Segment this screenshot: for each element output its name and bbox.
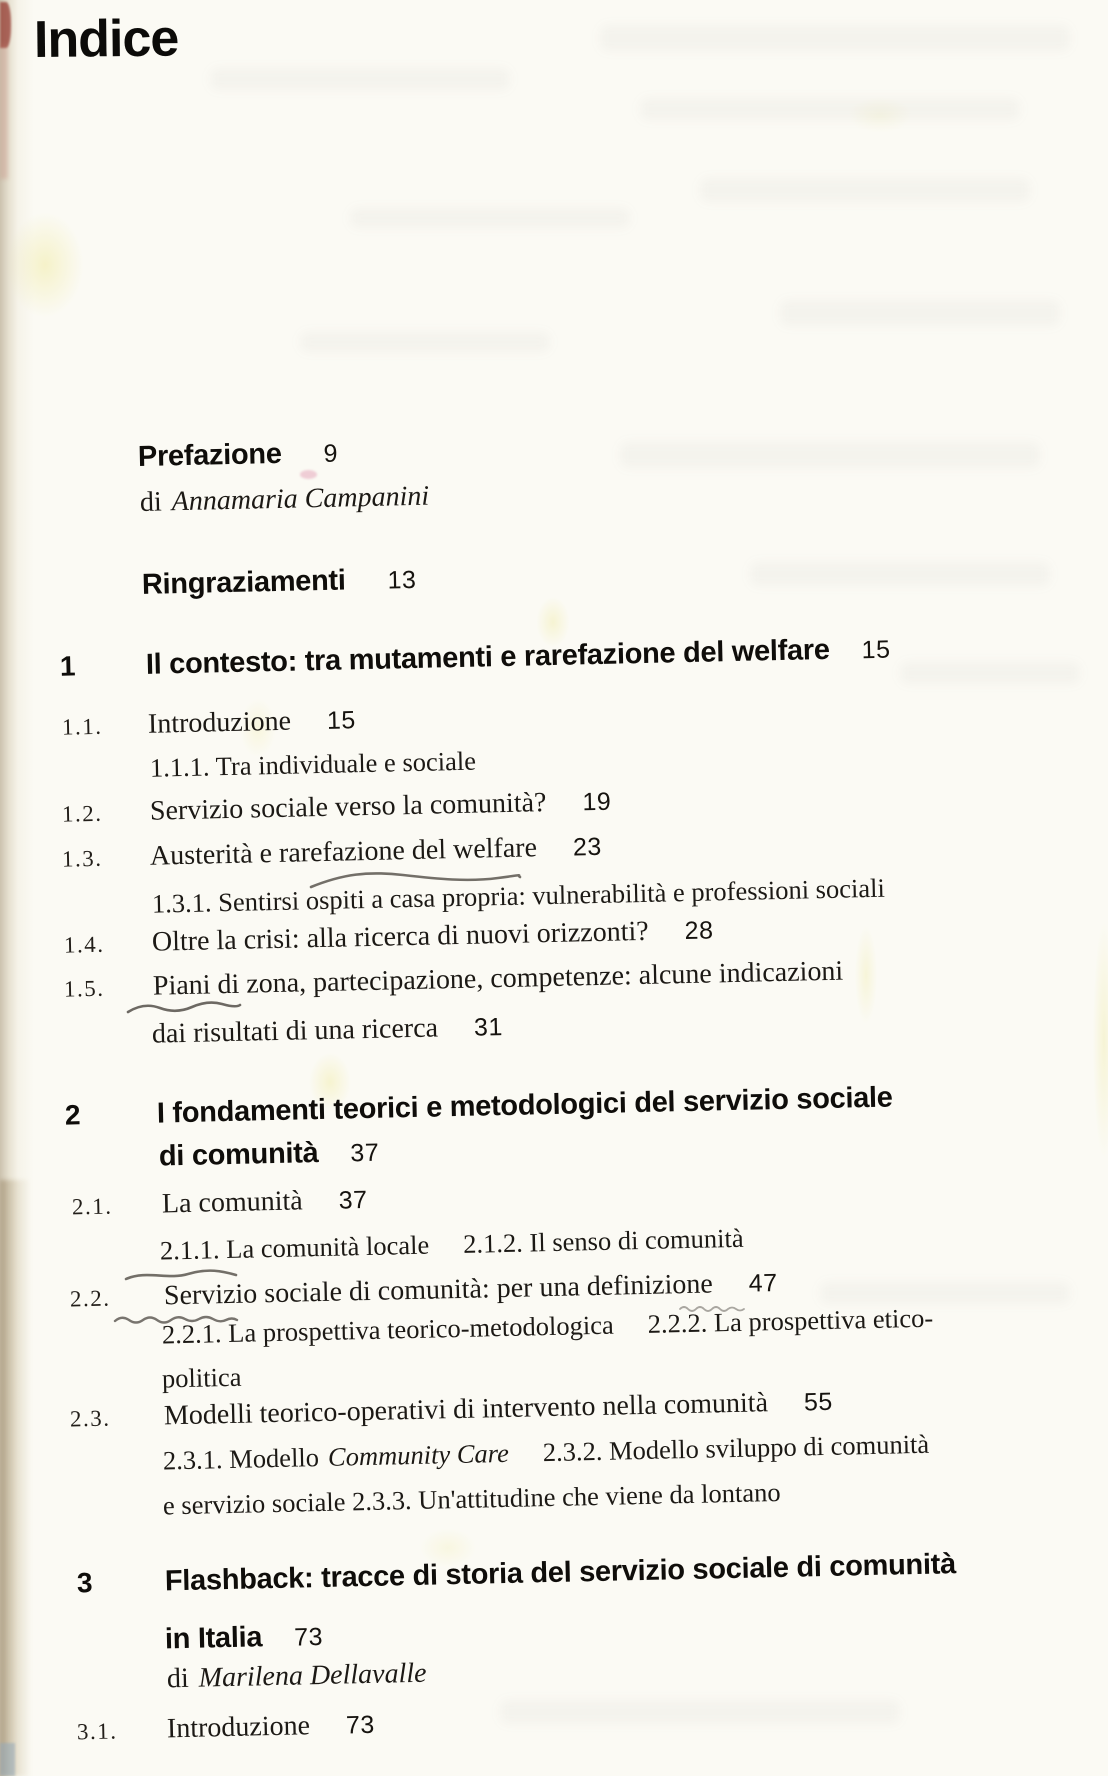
- page-number: 37: [350, 1138, 380, 1168]
- page-number: 15: [861, 635, 891, 665]
- page-number: 9: [323, 439, 339, 468]
- byline-author: Annamaria Campanini: [171, 480, 430, 518]
- entry-label: Prefazione: [137, 437, 282, 473]
- bleed-through-text: [640, 98, 1020, 120]
- chapter-title: Flashback: tracce di storia del servizio sociale di comunità: [164, 1548, 957, 1598]
- subentry-text: 2.2.2. La prospettiva etico-: [647, 1302, 934, 1339]
- entry-text: Servizio sociale di comunità: per una definizione: [163, 1268, 714, 1312]
- subentry-text: 2.3.2. Modello sviluppo di comunità: [542, 1428, 930, 1468]
- page-number: 37: [338, 1185, 368, 1215]
- scan-edge-pink-mark: [0, 44, 8, 179]
- page-number: 23: [572, 832, 603, 862]
- page-number: 73: [293, 1622, 324, 1652]
- bleed-through-text: [300, 332, 550, 352]
- pencil-squiggle-above-servizio: [124, 1266, 240, 1286]
- bleed-through-text: [600, 25, 1070, 51]
- bleed-through-text: [700, 178, 1030, 202]
- entry-text: La comunità: [161, 1185, 303, 1220]
- entry-number: 1.5.: [63, 975, 105, 1002]
- page-number: 55: [803, 1387, 834, 1417]
- page-number: 28: [684, 916, 714, 946]
- entry-number: 3.1.: [76, 1718, 118, 1745]
- subentry-text-italic: Community Care: [327, 1437, 510, 1472]
- page-number: 73: [345, 1710, 376, 1740]
- pencil-squiggle-under-servizio-sociale: [113, 1311, 245, 1329]
- pencil-squiggle-piani-di-zona: [126, 998, 244, 1018]
- chapter-number: 2: [64, 1099, 81, 1131]
- bleed-through-text: [210, 68, 510, 90]
- entry-number: 1.1.: [61, 713, 103, 740]
- toc-entry: [0, 1168, 1108, 1224]
- page-title: Indice: [33, 9, 179, 69]
- subentry-text: 1.1.1. Tra individuale e sociale: [149, 745, 477, 783]
- chapter-title-continuation: di comunità: [158, 1137, 319, 1173]
- entry-number: 1.3.: [61, 845, 103, 872]
- subentry-text: 2.2.1. La prospettiva teorico-metodologica: [161, 1309, 615, 1350]
- subentry-text-continuation: e servizio sociale 2.3.3. Un'attitudine che viene da lontano: [162, 1476, 781, 1521]
- bleed-through-text: [350, 208, 630, 228]
- subentry-text-continuation: politica: [161, 1361, 242, 1394]
- subentry-text: 2.1.1. La comunità locale: [159, 1229, 430, 1266]
- chapter-title: I fondamenti teorici e metodologici del servizio sociale: [156, 1081, 893, 1130]
- chapter-number: 1: [59, 650, 76, 682]
- toc-entry: [0, 820, 1108, 876]
- chapter-heading: [0, 1545, 1108, 1602]
- entry-text: Modelli teorico-operativi di intervento nella comunità: [163, 1387, 769, 1432]
- entry-text: Servizio sociale verso la comunità?: [149, 787, 547, 827]
- page-number: 19: [582, 787, 612, 817]
- chapter-title: Il contesto: tra mutamenti e rarefazione del welfare: [145, 633, 830, 681]
- entry-text: Introduzione: [147, 705, 292, 740]
- pencil-squiggle-rarefazione: [308, 868, 523, 892]
- subentry-text: 2.3.1. Modello: [162, 1442, 320, 1476]
- entry-number: 2.2.: [69, 1285, 111, 1312]
- toc-entry-ringraziamenti: [0, 548, 1108, 605]
- entry-number: 1.2.: [61, 800, 103, 827]
- entry-text-continuation: dai risultati di una ricerca: [151, 1012, 439, 1050]
- pink-smudge: [300, 470, 317, 479]
- entry-text: Austerità e rarefazione del welfare: [149, 832, 538, 872]
- page-number: 47: [748, 1269, 778, 1298]
- byline-prefix: di: [166, 1662, 190, 1695]
- page-number: 15: [326, 706, 357, 735]
- pencil-squiggle-definizione: [678, 1301, 750, 1315]
- entry-text: Introduzione: [166, 1710, 311, 1745]
- entry-text: Piani di zona, partecipazione, competenze: alcune indicazioni: [152, 955, 844, 1002]
- scan-edge-red-mark: [0, 2, 11, 48]
- entry-number: 2.1.: [71, 1193, 113, 1220]
- byline-prefix: di: [139, 486, 163, 518]
- subentry-text: 2.1.2. Il senso di comunità: [462, 1222, 744, 1259]
- chapter-title-continuation: in Italia: [164, 1621, 263, 1656]
- subentry-text: 1.3.1. Sentirsi ospiti a casa propria: vulnerabilità e professioni sociali: [151, 872, 886, 919]
- page-number: 31: [473, 1013, 504, 1042]
- entry-text: Oltre la crisi: alla ricerca di nuovi orizzonti?: [151, 915, 649, 958]
- bleed-through-text: [900, 662, 1080, 684]
- byline-prefazione: [0, 466, 1108, 522]
- chapter-number: 3: [76, 1566, 93, 1599]
- entry-number: 2.3.: [69, 1405, 111, 1432]
- page-number: 13: [387, 565, 417, 595]
- byline-author: Marilena Dellavalle: [198, 1657, 427, 1694]
- toc-entry-prefazione: [0, 420, 1108, 477]
- entry-number: 1.4.: [63, 931, 105, 958]
- bleed-through-text: [780, 300, 1060, 326]
- entry-label: Ringraziamenti: [141, 564, 346, 601]
